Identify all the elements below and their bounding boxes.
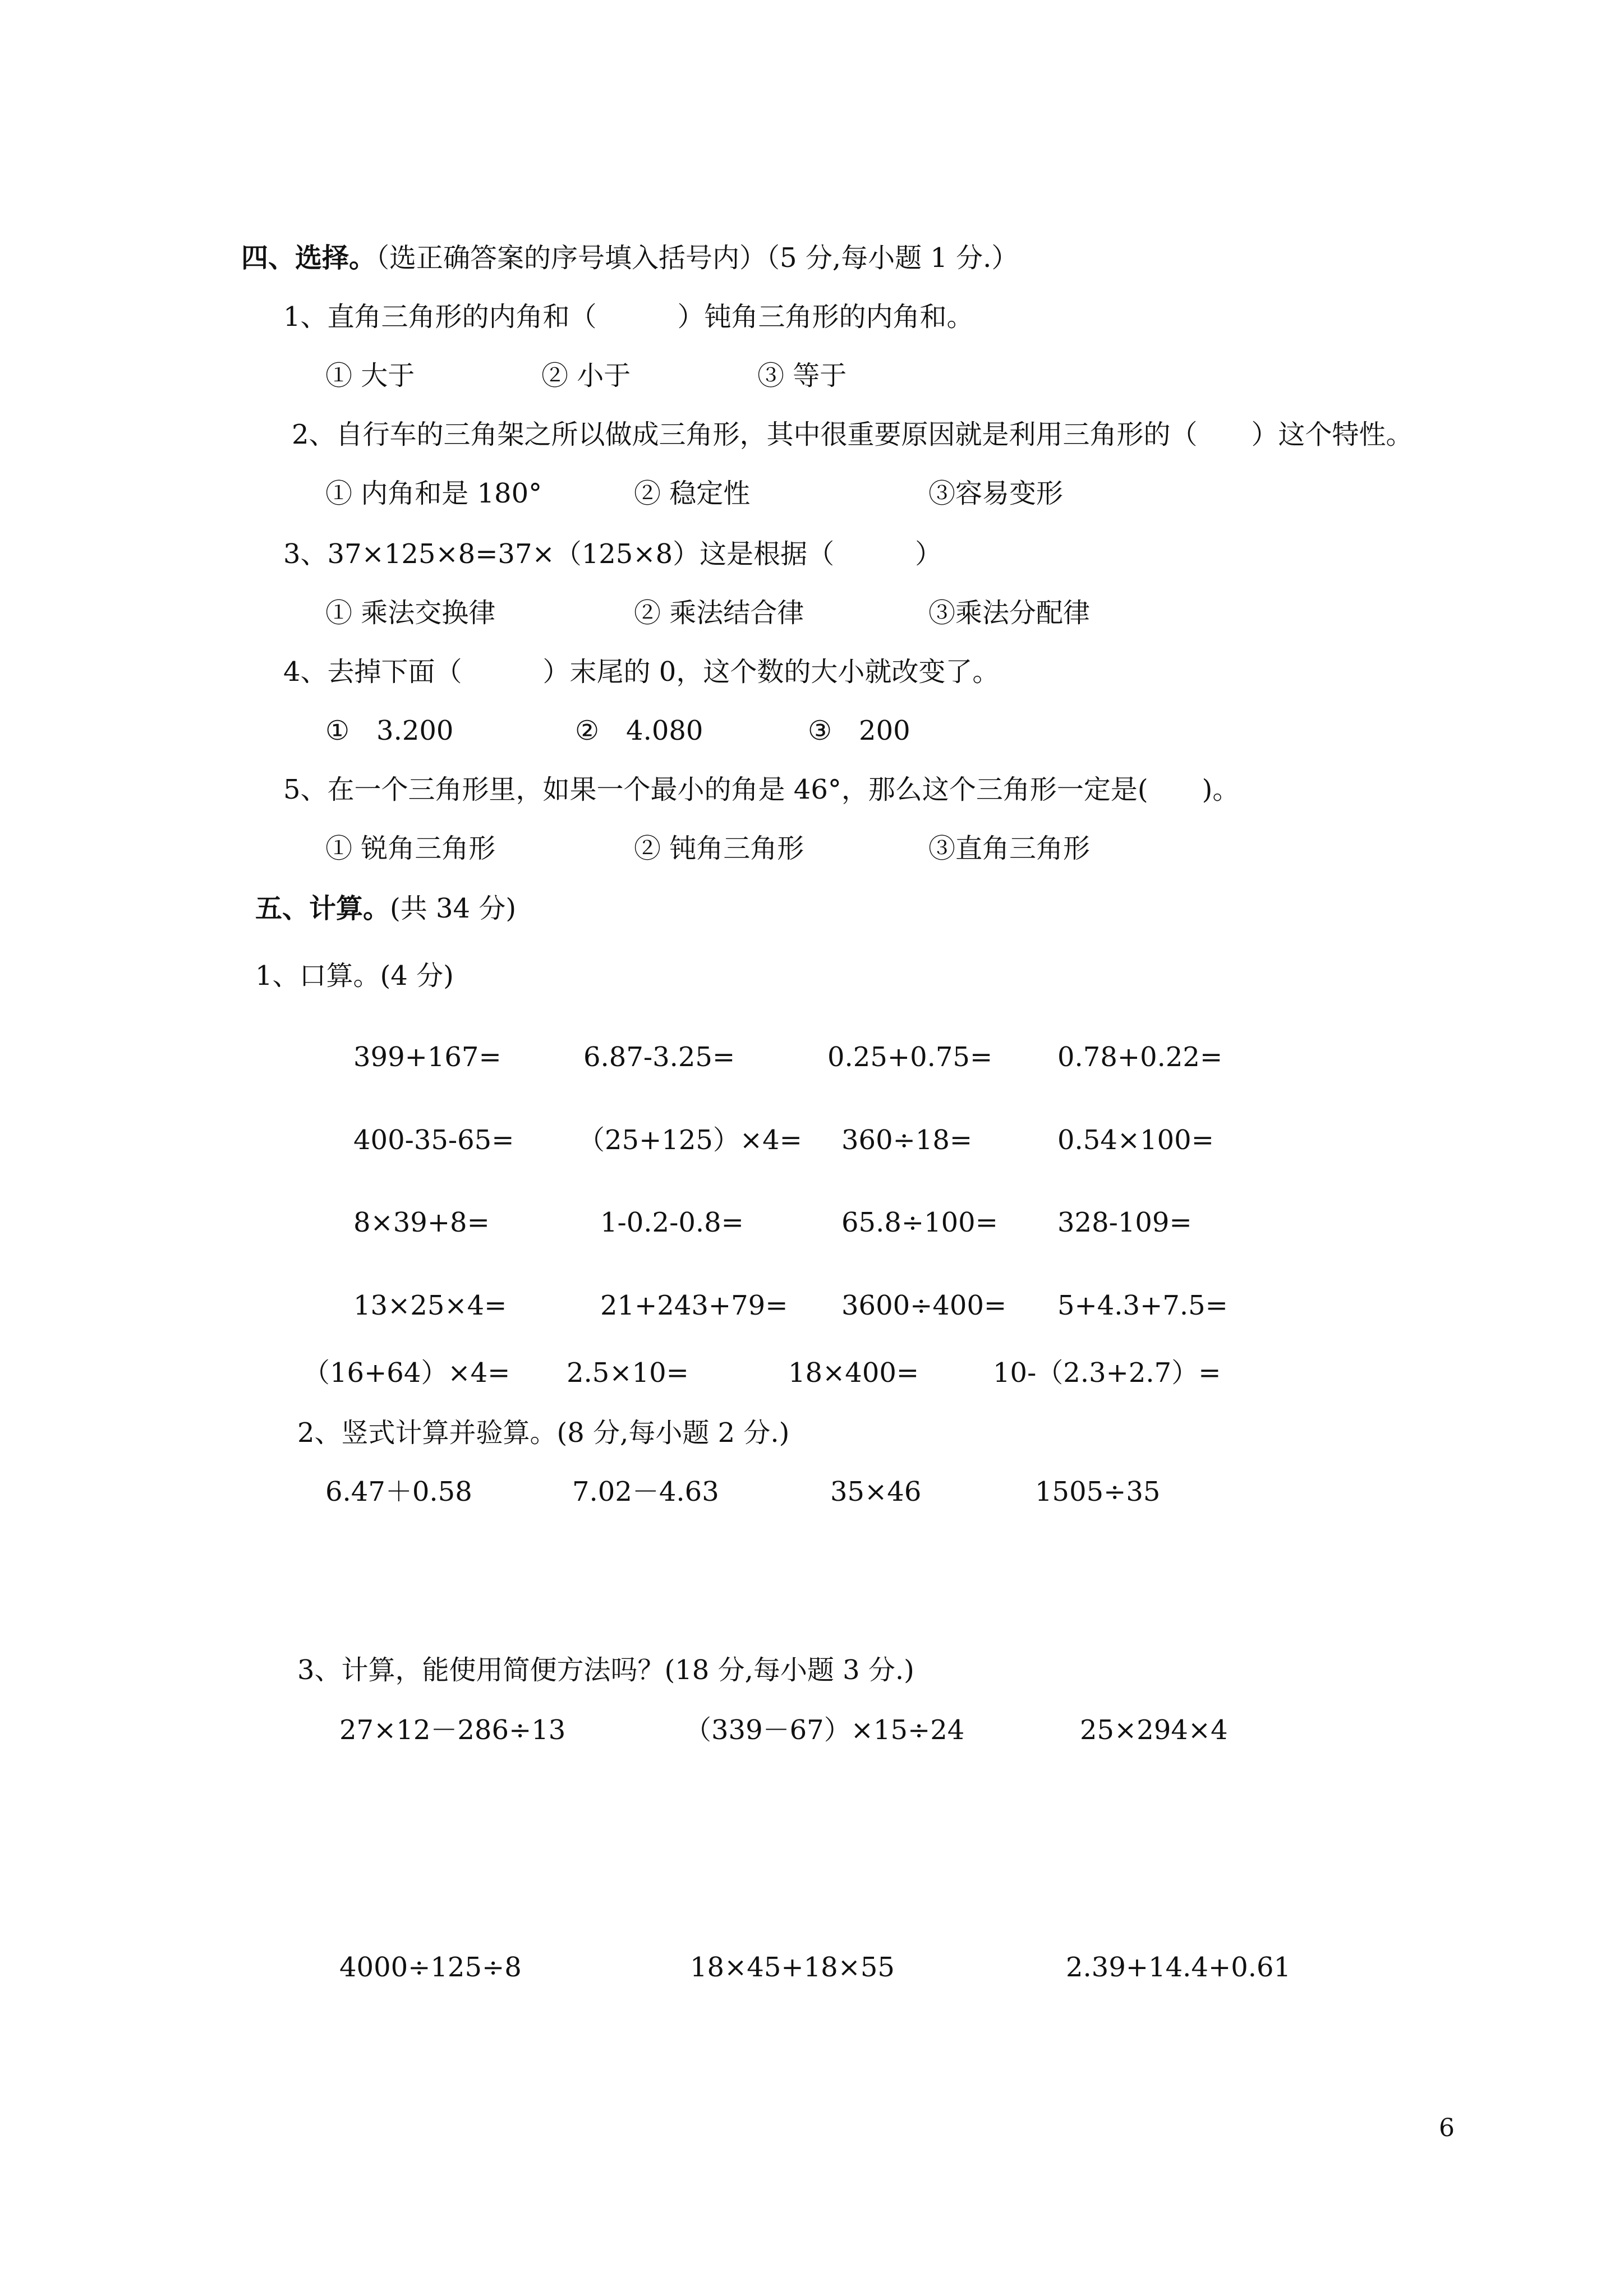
part-2-title: 2、竖式计算并验算。(8 分,每小题 2 分.) xyxy=(297,1417,790,1449)
option: ② 4.080 xyxy=(575,715,703,746)
option: ① 3.200 xyxy=(325,715,454,746)
arith-item: 2.5×10= xyxy=(567,1357,689,1389)
simplify-item: （339－67）×15÷24 xyxy=(684,1714,965,1746)
option: ② 乘法结合律 xyxy=(634,597,804,629)
option: ③直角三角形 xyxy=(928,833,1091,864)
vertical-calc-item: 35×46 xyxy=(830,1476,922,1507)
arith-item: 5+4.3+7.5= xyxy=(1057,1290,1228,1321)
simplify-item: 4000÷125÷8 xyxy=(339,1952,522,1983)
arith-item: 21+243+79= xyxy=(600,1290,788,1321)
option: ② 小于 xyxy=(541,360,631,391)
arith-item: 1-0.2-0.8= xyxy=(600,1207,744,1238)
page-number: 6 xyxy=(1439,2114,1455,2142)
option: ① 乘法交换律 xyxy=(325,597,496,629)
simplify-item: 18×45+18×55 xyxy=(690,1952,895,1983)
arith-item: 18×400= xyxy=(788,1357,919,1389)
section-5-subtitle: (共 34 分) xyxy=(390,893,517,924)
arith-item: 0.25+0.75= xyxy=(827,1041,993,1073)
arith-item: （25+125）×4= xyxy=(578,1124,802,1156)
question-1: 1、直角三角形的内角和（ ）钝角三角形的内角和。 xyxy=(283,301,974,333)
part-1-title: 1、口算。(4 分) xyxy=(255,960,454,992)
part-3-title: 3、计算，能使用简便方法吗？(18 分,每小题 3 分.) xyxy=(297,1654,914,1686)
arith-item: 65.8÷100= xyxy=(841,1207,998,1238)
arith-item: （16+64）×4= xyxy=(303,1357,510,1389)
option: ① 锐角三角形 xyxy=(325,833,496,864)
vertical-calc-item: 6.47＋0.58 xyxy=(325,1476,472,1507)
arith-item: 399+167= xyxy=(353,1041,502,1073)
section-4-header xyxy=(241,241,1018,275)
question-4: 4、去掉下面（ ）末尾的 0，这个数的大小就改变了。 xyxy=(283,656,1000,688)
arith-item: 3600÷400= xyxy=(841,1290,1007,1321)
simplify-item: 27×12－286÷13 xyxy=(339,1714,566,1746)
simplify-item: 25×294×4 xyxy=(1080,1714,1228,1746)
option: ③ 等于 xyxy=(757,360,847,391)
arith-item: 400-35-65= xyxy=(353,1124,514,1156)
simplify-item: 2.39+14.4+0.61 xyxy=(1066,1952,1291,1983)
question-3: 3、37×125×8=37×（125×8）这是根据（ ） xyxy=(283,538,942,570)
section-4-subtitle: （选正确答案的序号填入括号内）（5 分,每小题 1 分.） xyxy=(376,242,1019,274)
arith-item: 6.87-3.25= xyxy=(583,1041,735,1073)
option: ③ 200 xyxy=(808,715,910,746)
arith-item: 328-109= xyxy=(1057,1207,1192,1238)
question-2: 2、自行车的三角架之所以做成三角形，其中很重要原因就是利用三角形的（ ）这个特性。 xyxy=(292,419,1413,450)
option: ③乘法分配律 xyxy=(928,597,1091,629)
arith-item: 8×39+8= xyxy=(353,1207,490,1238)
vertical-calc-item: 7.02－4.63 xyxy=(572,1476,719,1507)
arith-item: 13×25×4= xyxy=(353,1290,507,1321)
question-5: 5、在一个三角形里，如果一个最小的角是 46°，那么这个三角形一定是( )。 xyxy=(283,774,1240,805)
arith-item: 0.54×100= xyxy=(1057,1124,1214,1156)
arith-item: 0.78+0.22= xyxy=(1057,1041,1223,1073)
arith-item: 10-（2.3+2.7）= xyxy=(993,1357,1221,1389)
arith-item: 360÷18= xyxy=(841,1124,973,1156)
vertical-calc-item: 1505÷35 xyxy=(1035,1476,1161,1507)
option: ② 稳定性 xyxy=(634,478,751,509)
option: ① 内角和是 180° xyxy=(325,478,542,509)
section-5-title: 五、计算。 xyxy=(255,893,390,924)
option: ① 大于 xyxy=(325,360,415,391)
option: ③容易变形 xyxy=(928,478,1064,509)
section-5-header xyxy=(255,892,516,925)
option: ② 钝角三角形 xyxy=(634,833,804,864)
section-4-title: 四、选择。 xyxy=(241,242,376,274)
